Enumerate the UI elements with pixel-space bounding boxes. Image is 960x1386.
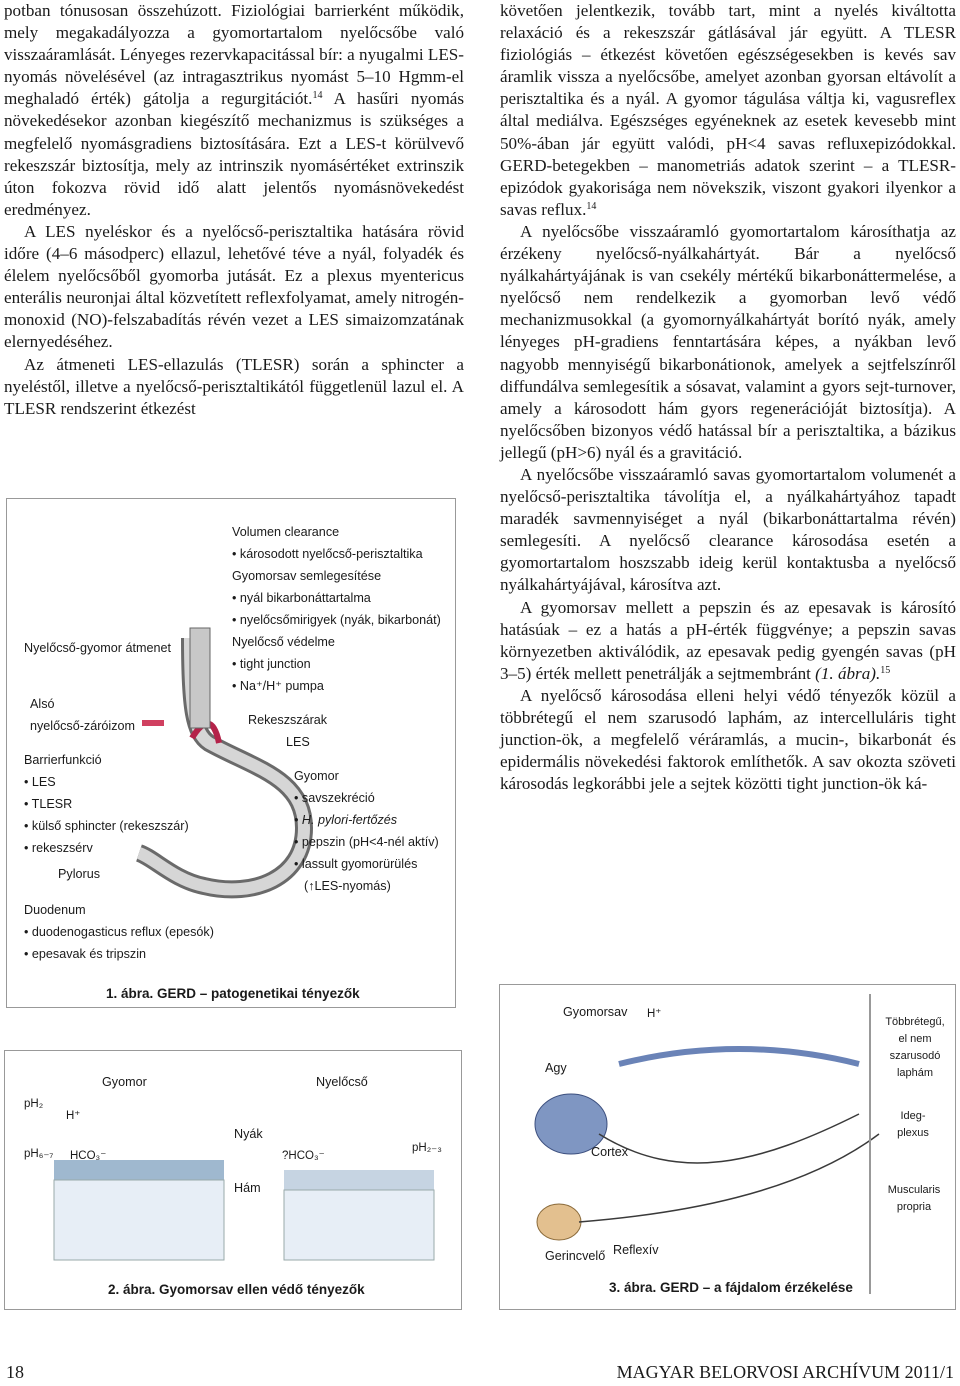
fig1-right-label: (↑LES-nyomás): [304, 879, 391, 893]
fig1-right-label: • tight junction: [232, 657, 311, 671]
fig2-label: H⁺: [66, 1110, 81, 1122]
fig3-label: Gyomorsav: [563, 1005, 628, 1019]
paragraph: követően jelentkezik, tovább tart, mint a nyelés kiváltotta relaxáció és a rekeszszár gátlásával jár együtt. A TLESR fiziológiás – étkezést követően egészségesekben is kevés sav áramlik vissza a nyelőcsőbe, amelyet azonban gyorsan eltávolít a perisztaltika és a nyál. A gyomor tágulása váltja ki, vagusreflex által mediálva. Egészséges egyéneknek az esetek kevesebb mint 50%-ában jár együtt valódi, pH<4 savas refluxepizódokkal. GERD-betegekben – manometriás adatok szerint – a TLESR-epizódok gyakorisága nem növekszik, viszont gyakori ilyenkor a savas reflux.$^{14}$: [500, 1, 956, 219]
paragraph: A LES nyeléskor és a nyelőcső-perisztaltika hatására rövid időre (4–6 másodperc) ellazul, lehetővé téve a nyál, folyadék és élelem nyelőcsőből gyomorba jutását. Ez a plexus myentericus enterális neuronjai által közvetített reflexfolyamat, amely nitrogén-monoxid (NO)-felszabadítás révén vezet a LES simaizomzatának elernyedéséhez.: [4, 221, 464, 352]
fig2-label: Hám: [234, 1181, 261, 1195]
figure-caption: 3. ábra. GERD – a fájdalom érzékelése: [609, 1280, 853, 1295]
page-number: 18: [6, 1362, 24, 1382]
paragraph: A nyelőcső károsodása elleni helyi védő tényezők közül a többrétegű el nem szarusodó laphám, az intercelluláris tight junction-ök, a megfelelő véráramlás, a mucin-, bikarbonát és epidermális növekedési faktorok említhetők. A sav okozta szöveti károsodás legkorábbi jele a sejtek közötti tight junction-ök ká-: [500, 685, 956, 794]
paragraph: A gyomorsav mellett a pepszin és az epesavak is károsító hatásúak – ez a hatás a pH-érték függvénye; a pepszin savas környezetben aktiválódik, az epesavak pedig gyengén savas (pH 3–5) érték mellett penetrálják a sejtmembránt (1. ábra).$^{15}$: [500, 597, 956, 683]
fig2-label: ?HCO₃⁻: [282, 1150, 325, 1162]
fig1-right-label: • H. pylori-fertőzés: [294, 813, 398, 827]
fig2-label: HCO₃⁻: [70, 1150, 107, 1162]
fig3-label: Cortex: [591, 1145, 629, 1159]
fig3-label: Többrétegű, el nem szarusodó laphám: [885, 1016, 945, 1079]
fig2-label: Nyelőcső: [316, 1075, 368, 1089]
fig1-left-label: Alsó: [30, 697, 55, 711]
fig1-right-label: • Na⁺/H⁺ pumpa: [232, 679, 324, 693]
fig1-right-label: • savszekréció: [294, 791, 375, 805]
fig1-left-label: nyelőcső-záróizom: [30, 719, 135, 733]
fig3-label: Agy: [545, 1061, 567, 1075]
right-text-column: [500, 0, 956, 795]
figure-2: [4, 1050, 462, 1310]
fig2-label: Nyák: [234, 1127, 263, 1141]
fig1-left-label: • TLESR: [24, 797, 73, 811]
fig1-right-label: • nyelőcsőmirigyek (nyák, bikarbonát): [232, 613, 441, 627]
fig3-label: Reflexív: [613, 1243, 659, 1257]
les-marker: [142, 720, 164, 726]
figure-3: [499, 984, 956, 1310]
journal-name: MAGYAR BELORVOSI ARCHÍVUM 2011/1: [616, 1362, 954, 1382]
mucosa-illustration: [4, 1050, 462, 1310]
fig1-right-label: • lassult gyomorürülés: [294, 857, 418, 871]
fig1-right-label: Gyomor: [294, 769, 339, 783]
figure-1: [4, 488, 458, 1010]
fig1-left-label: • duodenogasticus reflux (epesók): [24, 925, 214, 939]
figure-caption: 1. ábra. GERD – patogenetikai tényezők: [106, 986, 360, 1001]
fig3-label: H⁺: [647, 1008, 662, 1020]
fig2-label: pH₂: [24, 1098, 44, 1110]
figure-caption: 2. ábra. Gyomorsav ellen védő tényezők: [108, 1282, 365, 1297]
fig1-right-label: Gyomorsav semlegesítése: [232, 569, 382, 583]
fig3-label: Ideg-plexus: [897, 1110, 929, 1139]
fig1-right-label: • pepszin (pH<4-nél aktív): [294, 835, 439, 849]
fig1-left-label: • LES: [24, 775, 56, 789]
fig1-left-label: • epesavak és tripszin: [24, 947, 147, 961]
fig1-right-label: Rekeszszárak: [248, 713, 328, 727]
fig1-left-label: • rekeszsérv: [24, 841, 93, 855]
fig1-left-label: Pylorus: [58, 867, 100, 881]
fig2-label: pH₂₋₃: [412, 1142, 442, 1154]
fig2-label: pH₆₋₇: [24, 1148, 54, 1160]
fig3-label: Gerincvelő: [545, 1249, 606, 1263]
fig2-label: Gyomor: [102, 1075, 147, 1089]
fig1-left-label: Duodenum: [24, 903, 86, 917]
paragraph: Az átmeneti LES-ellazulás (TLESR) során a sphincter a nyeléstől, illetve a nyelőcső-perisztaltikától függetlenül lazul el. A TLESR rendszerint étkezést: [4, 354, 464, 418]
fig1-left-label: • külső sphincter (rekeszszár): [24, 819, 189, 833]
paragraph: A nyelőcsőbe visszaáramló gyomortartalom károsíthatja az érzékeny nyelőcső-nyálkahártyát. Bár a nyelőcső nyálkahártyájának is van csekély mértékű bikarbonáttermelése, a nyelőcső nem rendelkezik a gyomorban levő védő mechanizmusokkal (a gyomornyálkahártyát borító nyák, amely lényeges pH-gradiens fenntartására képes, a nyákban levő nagyobb mennyiségű bikarbonátionok, amelyek a sejtfelszínről diffundálva semlegesítik a sósavat, valamint a gyors sejt-turnover, amely a károsodott hám gyors regenerációját biztosítja). A nyelőcsőben bizonyos védő hatással bír a perisztaltika, a bázikus jellegű (pH>6) nyál és a gravitáció.: [500, 221, 956, 462]
left-text-column: [4, 0, 464, 420]
fig1-right-label: • nyál bikarbonáttartalma: [232, 591, 371, 605]
fig1-right-label: • károsodott nyelőcső-perisztaltika: [232, 547, 423, 561]
paragraph: potban tónusosan összehúzott. Fiziológiai barrierként működik, mely megakadályozza a gyomortartalom nyelőcsőbe való visszaáramlását. Lényeges rezervkapacitással bír: a nyugalmi LES-nyomás növelésével (az intragasztrikus nyomást 5–10 Hgmm-el meghaladó érték) gátolja a regurgitációt.$^{14}$ A hasűri nyomás növekedésekor azonban kiegészítő mechanizmus is szükséges a megfelelő nyomásgradiens biztosítására. Ezt a LES-t körülvevő rekeszszár biztosítja, mely az intrinszik nyomásértéket extrinszik úton fokozva rövid idő alatt jelentős nyomásnövekedést eredményez.: [4, 1, 464, 219]
fig1-right-label: Volumen clearance: [232, 525, 340, 539]
fig1-right-label: LES: [286, 735, 310, 749]
fig1-right-label: Nyelőcső védelme: [232, 635, 335, 649]
fig3-label: Muscularis propria: [887, 1184, 941, 1213]
fig1-left-label: Barrierfunkció: [24, 753, 102, 767]
paragraph: A nyelőcsőbe visszaáramló savas gyomortartalom volumenét a nyelőcső-perisztaltika távolítja el, a nyálkahártyához tapadt maradék savmennyiséget a nyál (bikarbonáttartalma révén) semlegesíti. A nyelőcső clearance károsodása esetén a gyomortartalom hoszszabb ideig kerül kontaktusba a nyelőcső nyálkahártyájával, károsítva azt.: [500, 464, 956, 595]
fig1-left-label: Nyelőcső-gyomor átmenet: [24, 641, 171, 655]
